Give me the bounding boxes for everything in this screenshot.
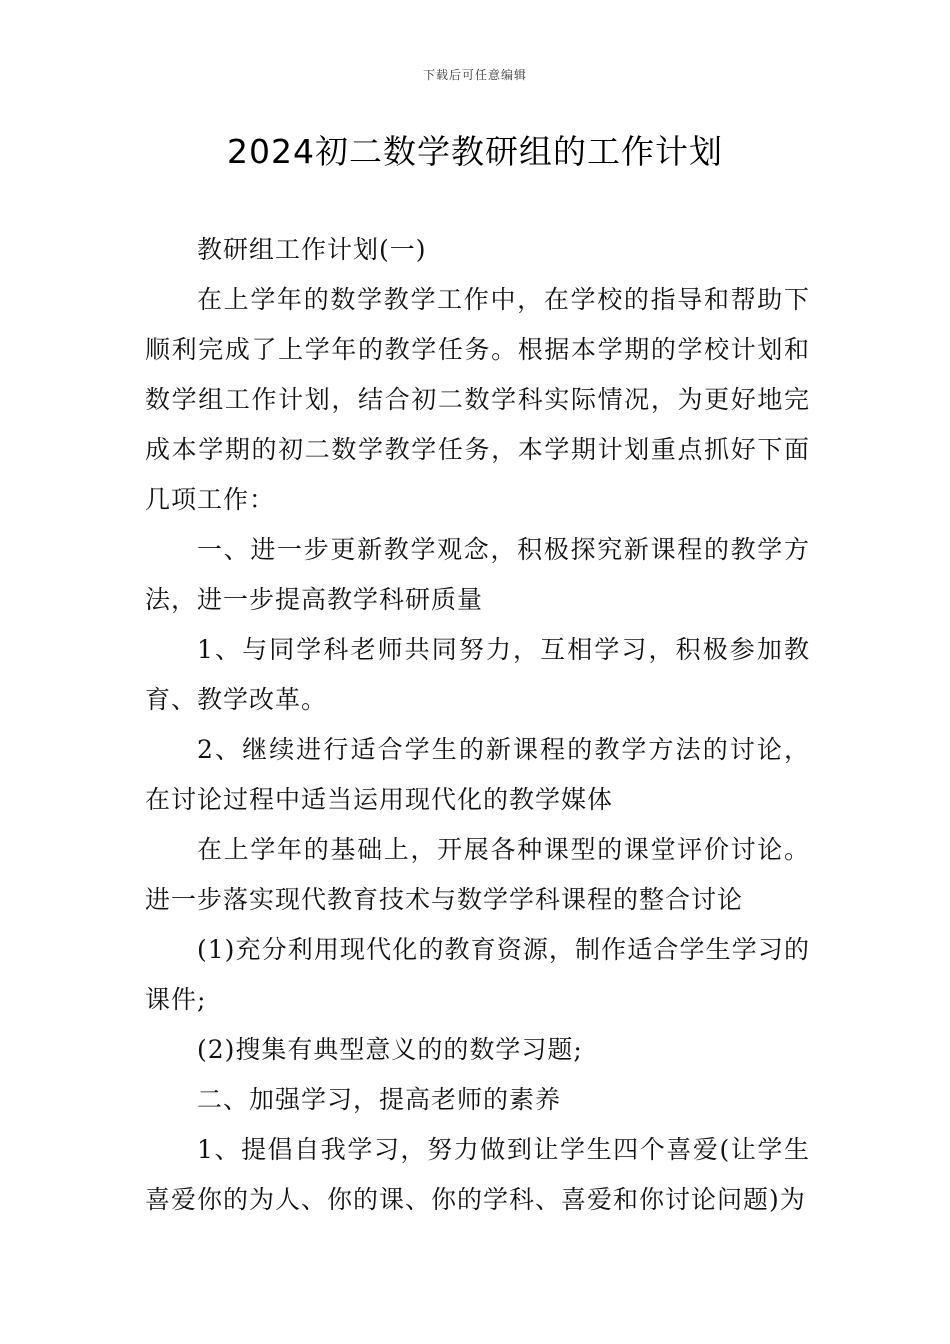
page-header-note: 下载后可任意编辑 (422, 68, 527, 82)
item-paragraph-self-study: 1、提倡自我学习，努力做到让学生四个喜爱(让学生喜爱你的为人、你的课、你的学科、喜爱和你讨论问题)为 (145, 1135, 810, 1214)
sub-item-paragraph-2: (2)搜集有典型意义的的数学习题; (197, 1035, 583, 1064)
item-paragraph-1: 1、与同学科老师共同努力，互相学习，积极参加教育、教学改革。 (145, 635, 810, 714)
sub-item-paragraph-1: (1)充分利用现代化的教育资源，制作适合学生学习的课件; (145, 935, 810, 1014)
item-paragraph-2: 2、继续进行适合学生的新课程的教学方法的讨论，在讨论过程中适当运用现代化的教学媒体 (145, 735, 810, 814)
section-heading-plan-one: 教研组工作计划(一) (197, 235, 427, 264)
document-body (145, 225, 810, 1225)
section-heading-teacher-study: 二、加强学习，提高老师的素养 (197, 1085, 562, 1114)
intro-paragraph: 在上学年的数学教学工作中，在学校的指导和帮助下顺利完成了上学年的教学任务。根据本学期的学校计划和数学组工作计划，结合初二数学科实际情况，为更好地完成本学期的初二数学教学任务，本学期计划重点抓好下面几项工作： (145, 285, 810, 514)
body-paragraph-evaluation: 在上学年的基础上，开展各种课型的课堂评价讨论。进一步落实现代教育技术与数学学科课程的整合讨论 (145, 835, 810, 914)
section-heading-teaching-concept: 一、进一步更新教学观念，积极探究新课程的教学方法，进一步提高教学科研质量 (145, 535, 810, 614)
document-title: 2024初二数学教研组的工作计划 (227, 132, 723, 171)
